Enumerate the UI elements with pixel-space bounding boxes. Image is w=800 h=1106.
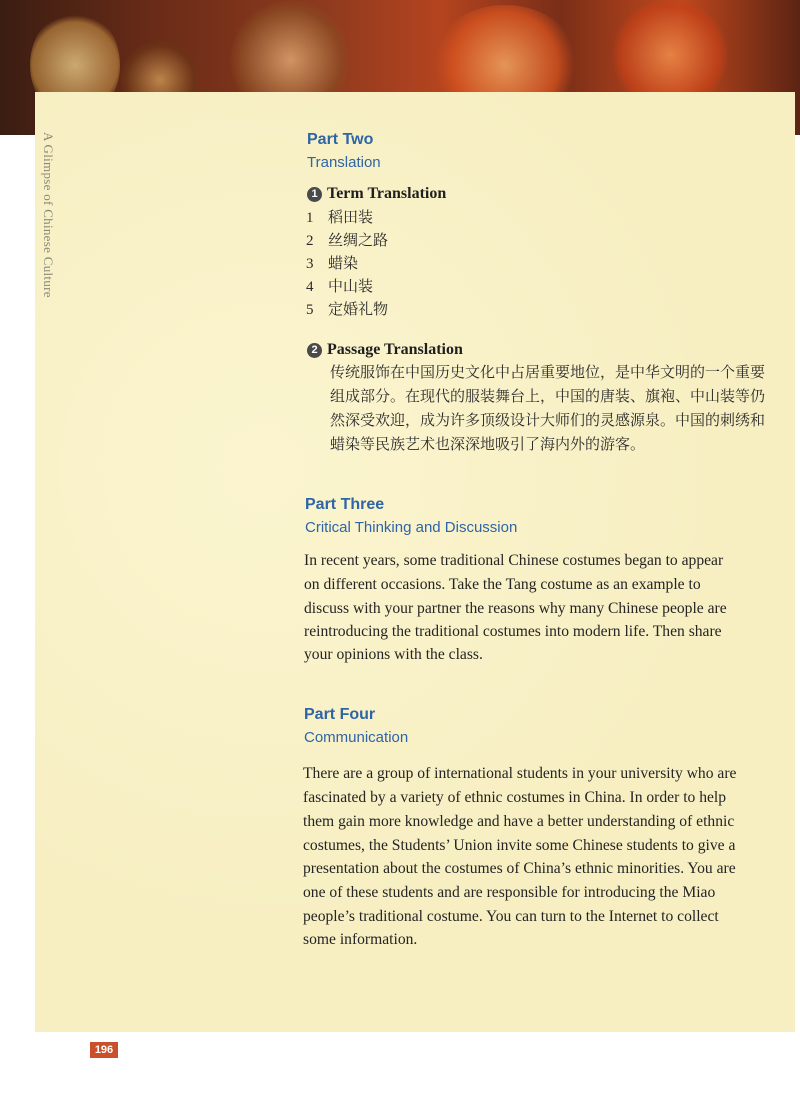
part-four-subtitle: Communication [304, 729, 409, 746]
part-four-line: There are a group of international students in your university who are [303, 765, 737, 782]
part-three-line: discuss with your partner the reasons why many Chinese people are [304, 600, 727, 617]
section-number-badge: 2 [307, 343, 322, 358]
part-four-line: one of these students and are responsible for introducing the Miao [303, 884, 716, 901]
part-four-line: costumes, the Students’ Union invite some Chinese students to give a [303, 837, 736, 854]
term-item: 3 蜡染 [306, 254, 359, 272]
part-three-title: Part Three [305, 496, 385, 513]
part-two-title: Part Two [307, 131, 374, 148]
part-four-title: Part Four [304, 706, 376, 723]
term-item: 5 定婚礼物 [306, 300, 389, 318]
part-three-line: In recent years, some traditional Chinese costumes began to appear [304, 552, 724, 569]
part-four-line: people’s traditional costume. You can turn to the Internet to collect [303, 908, 719, 925]
passage-line: 传统服饰在中国历史文化中占居重要地位，是中华文明的一个重要 [330, 363, 766, 381]
part-three-line: your opinions with the class. [304, 646, 483, 663]
section-number-badge: 1 [307, 187, 322, 202]
term-item: 4 中山装 [306, 277, 374, 295]
term-item: 1 稻田装 [306, 208, 374, 226]
passage-line: 蜡染等民族艺术也深深地吸引了海内外的游客。 [330, 435, 646, 453]
passage-translation-title: Passage Translation [327, 341, 463, 358]
passage-line: 然深受欢迎，成为许多顶级设计大师们的灵感源泉。中国的刺绣和 [330, 411, 766, 429]
part-four-line: fascinated by a variety of ethnic costumes in China. In order to help [303, 789, 727, 806]
part-four-line: some information. [303, 931, 418, 948]
part-three-line: on different occasions. Take the Tang costume as an example to [304, 576, 701, 593]
term-item: 2 丝绸之路 [306, 231, 389, 249]
part-four-line: them gain more knowledge and have a better understanding of ethnic [303, 813, 735, 830]
term-translation-heading [307, 185, 446, 203]
part-three-subtitle: Critical Thinking and Discussion [305, 519, 518, 536]
part-three-line: reintroducing the traditional costumes into modern life. Then share [304, 623, 722, 640]
term-translation-title: Term Translation [327, 185, 447, 202]
page-number: 196 [90, 1042, 118, 1058]
passage-translation-heading [307, 341, 463, 359]
part-four-line: presentation about the costumes of China’s ethnic minorities. You are [303, 860, 736, 877]
side-running-title: A Glimpse of Chinese Culture [41, 132, 56, 298]
passage-line: 组成部分。在现代的服装舞台上，中国的唐装、旗袍、中山装等仍 [330, 387, 766, 405]
part-two-subtitle: Translation [307, 154, 381, 171]
